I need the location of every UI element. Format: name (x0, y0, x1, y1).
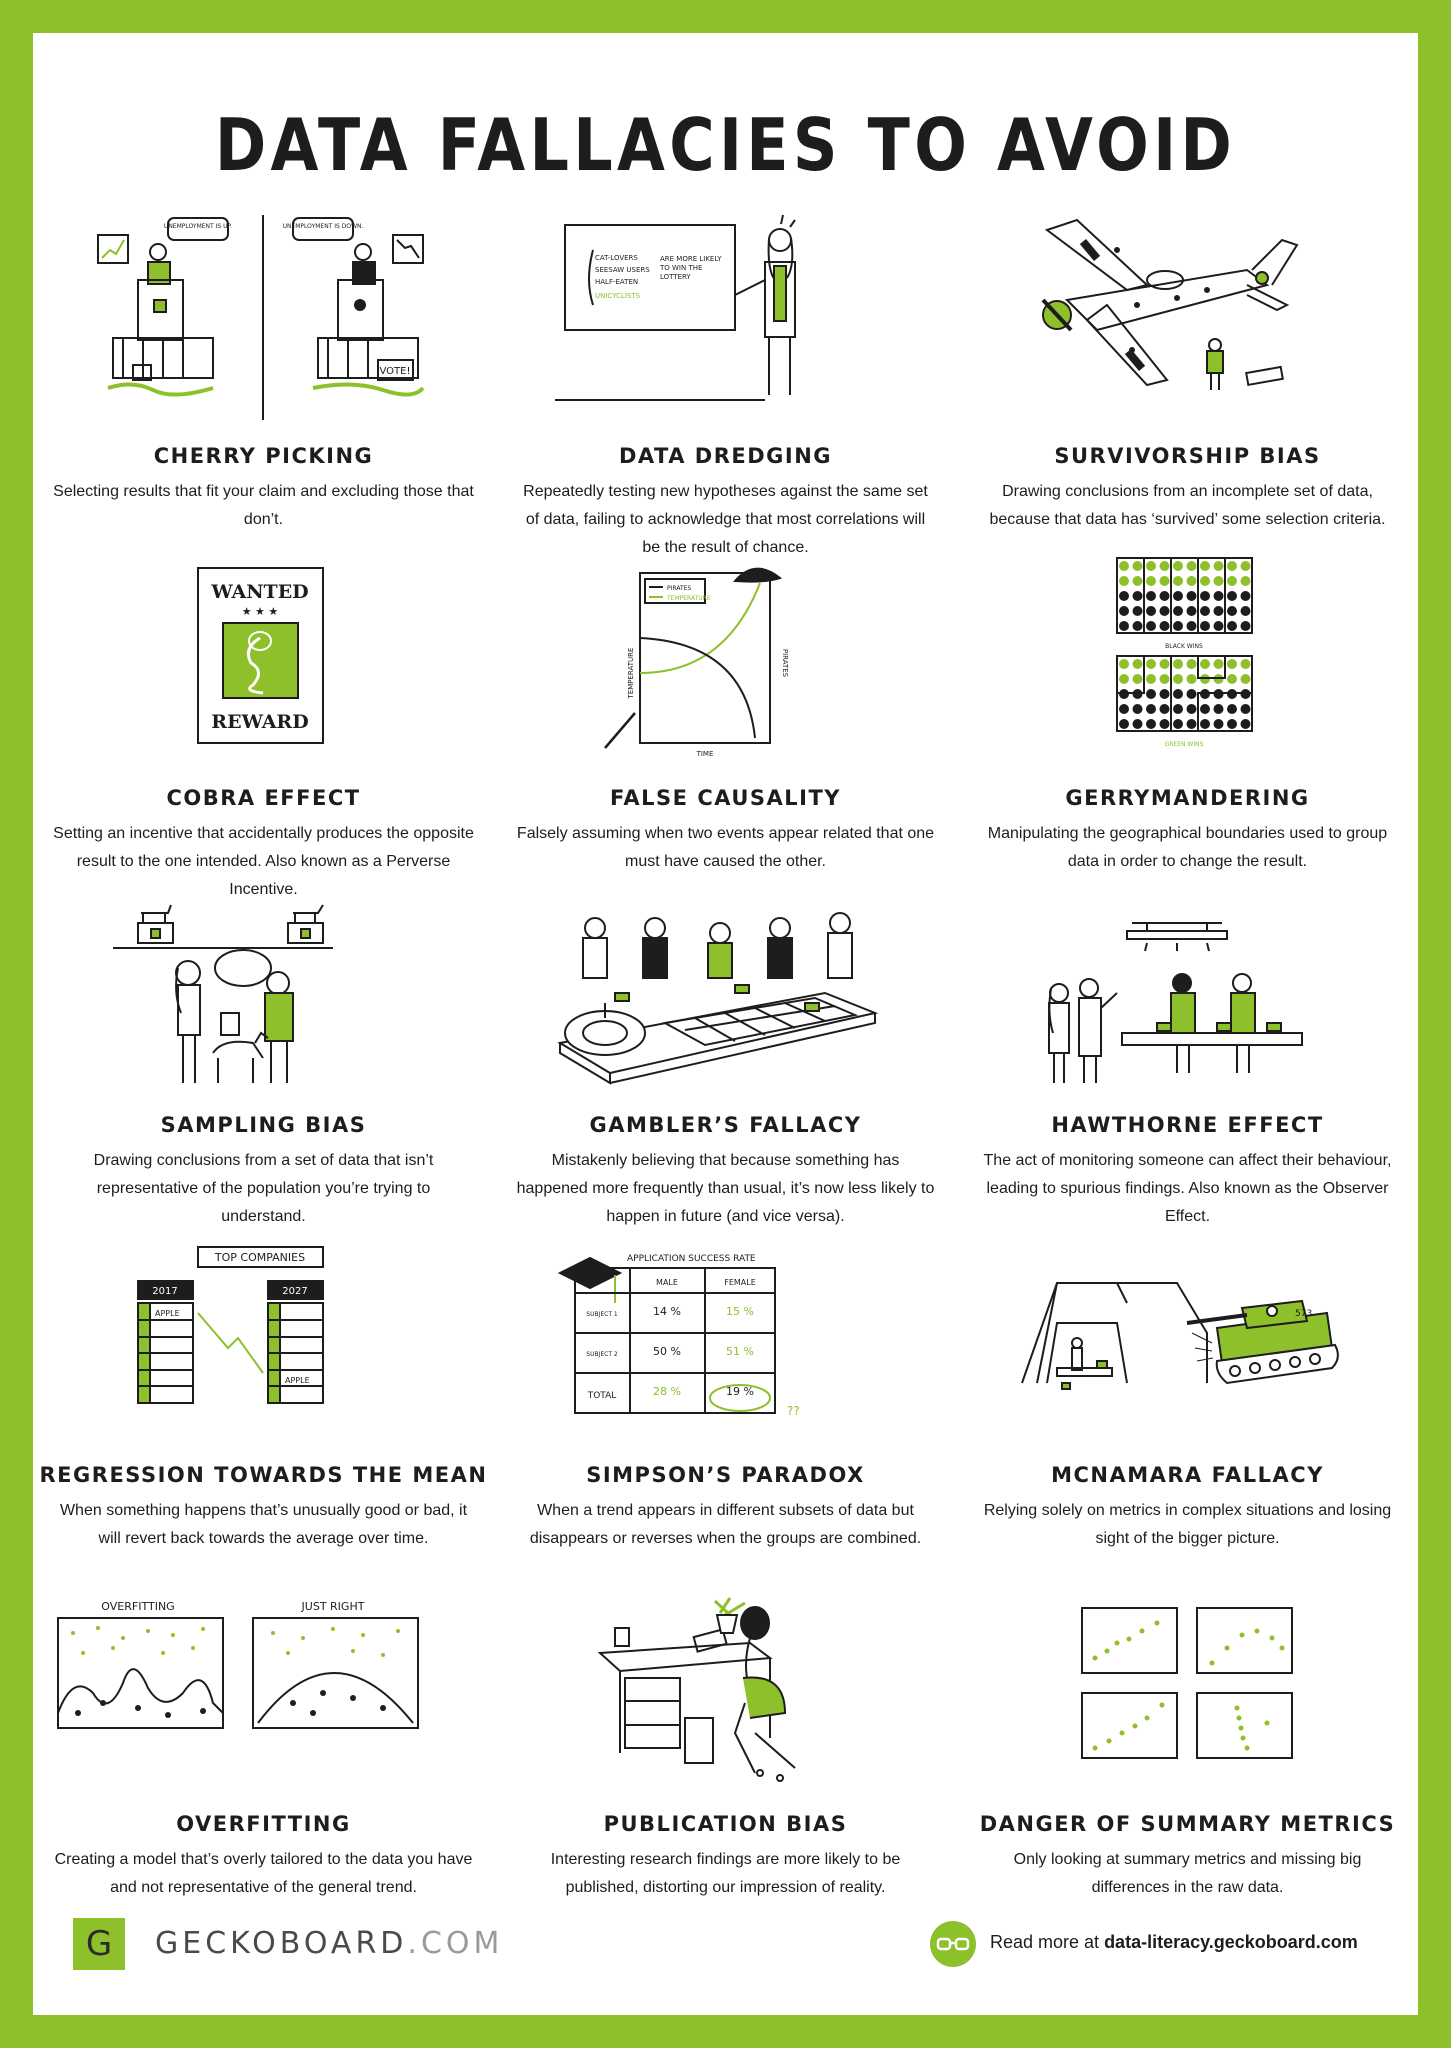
scatter-point (1107, 1739, 1112, 1744)
scientist-whiteboard-icon (555, 210, 895, 425)
voter-dot (1200, 659, 1210, 669)
voter-dot (1214, 621, 1224, 631)
application-success-table-icon (555, 1243, 895, 1443)
voter-dot (1119, 576, 1129, 586)
fallacy-description: Repeatedly testing new hypotheses against the same set of data, failing to acknowledge that most correlations will be the result of chance. (523, 483, 928, 556)
data-point (96, 1626, 100, 1630)
fallacy-description: Falsely assuming when two events appear related that one must have caused the other. (516, 825, 935, 870)
fallacy-card-survivorship-bias (957, 210, 1418, 550)
data-point (381, 1653, 385, 1657)
overfitting-label: OVERFITTING (101, 1600, 175, 1613)
fallacy-card-gamblers-fallacy (495, 893, 956, 1233)
fallacy-title: PUBLICATION BIAS (603, 1812, 848, 1836)
fallacy-description: Only looking at summary metrics and missing big differences in the raw data. (1013, 1851, 1362, 1896)
voter-dot (1119, 621, 1129, 631)
scatter-point (1160, 1703, 1165, 1708)
fallacy-description: Manipulating the geographical boundaries used to group data in order to change the result. (987, 825, 1388, 870)
fallacy-title: REGRESSION TOWARDS THE MEAN (39, 1463, 488, 1487)
voter-dot (1146, 561, 1156, 571)
table-title: APPLICATION SUCCESS RATE (627, 1254, 756, 1264)
cell-male-total: 28 % (653, 1385, 681, 1398)
voter-dot (1133, 719, 1143, 729)
wanted-label: WANTED (211, 581, 309, 603)
tank-number: 573 (1295, 1309, 1313, 1319)
brand-suffix: .COM (407, 1926, 504, 1961)
voter-dot (1119, 719, 1129, 729)
data-point (191, 1646, 195, 1650)
geckoboard-wordmark[interactable] (155, 1926, 503, 1961)
voter-dot (1146, 621, 1156, 631)
data-point (351, 1649, 355, 1653)
voter-dot (1241, 621, 1251, 631)
voter-dot (1227, 576, 1237, 586)
green-wins-label: GREEN WINS (1164, 741, 1204, 748)
data-point (290, 1700, 296, 1706)
voter-dot (1146, 659, 1156, 669)
voter-dot (1227, 606, 1237, 616)
scatter-point (1133, 1724, 1138, 1729)
data-point (396, 1629, 400, 1633)
voter-dot (1187, 704, 1197, 714)
fallacy-description: Mistakenly believing that because something has happened more frequently than usual, it’s now less likely to happen in future (and vice versa). (516, 1152, 935, 1225)
voter-dot (1187, 591, 1197, 601)
board-text-3: HALF-EATEN (595, 278, 639, 286)
apple-2017-label: APPLE (155, 1309, 180, 1318)
voter-dot (1146, 591, 1156, 601)
year-2027-label: 2027 (282, 1286, 308, 1297)
scatter-point (1245, 1746, 1250, 1751)
voter-dot (1214, 606, 1224, 616)
fallacy-card-gerrymandering (957, 553, 1418, 893)
data-point (331, 1627, 335, 1631)
data-point (201, 1627, 205, 1631)
fallacy-card-hawthorne-effect (957, 893, 1418, 1233)
board-text-2: SEESAW USERS (595, 266, 650, 274)
legend-temperature: TEMPERATURE (667, 595, 711, 602)
overfitting-dots (71, 1626, 400, 1718)
voter-dot (1241, 606, 1251, 616)
scatter-point (1210, 1661, 1215, 1666)
reward-label: REWARD (211, 711, 309, 733)
voter-dot (1160, 659, 1170, 669)
voter-dot (1146, 719, 1156, 729)
fallacy-description: Setting an incentive that accidentally produces the opposite result to the one intended. Also known as a Perverse Incentive. (53, 825, 474, 898)
y-axis-label: TEMPERATURE (627, 647, 635, 699)
voter-dot (1241, 576, 1251, 586)
voter-dot (1160, 719, 1170, 729)
data-point (301, 1636, 305, 1640)
voter-dot (1133, 674, 1143, 684)
scatter-point (1093, 1746, 1098, 1751)
voter-dot (1133, 591, 1143, 601)
scatter-dots (1093, 1621, 1285, 1751)
board-text-1: CAT-LOVERS (595, 254, 638, 262)
voter-dot (1133, 576, 1143, 586)
data-point (165, 1712, 171, 1718)
scatter-point (1235, 1706, 1240, 1711)
data-point (350, 1695, 356, 1701)
dot-grid-districts-icon (1017, 553, 1357, 773)
scatter-point (1093, 1656, 1098, 1661)
x-axis-label: TIME (696, 750, 714, 758)
voter-dot (1173, 591, 1183, 601)
voter-dot (1241, 561, 1251, 571)
data-point (100, 1700, 106, 1706)
voter-dot (1187, 674, 1197, 684)
cell-female-2: 51 % (726, 1345, 754, 1358)
col-female: FEMALE (724, 1278, 756, 1287)
voter-dot (1119, 674, 1129, 684)
cell-female-1: 15 % (726, 1305, 754, 1318)
voter-dot (1160, 591, 1170, 601)
read-more-prefix: Read more at (990, 1932, 1105, 1952)
voter-dot (1119, 591, 1129, 601)
voter-dot (1146, 674, 1156, 684)
voter-dot (1133, 561, 1143, 571)
researcher-desk-icon (555, 1593, 895, 1793)
voter-dot (1187, 719, 1197, 729)
voter-dot (1200, 719, 1210, 729)
scatter-point (1255, 1629, 1260, 1634)
voter-dot (1119, 659, 1129, 669)
page-title: DATA FALLACIES TO AVOID (214, 103, 1237, 187)
fallacy-title: GAMBLER’S FALLACY (589, 1113, 862, 1137)
voter-dot (1241, 674, 1251, 684)
cell-female-total: 19 % (726, 1385, 754, 1398)
fallacy-description: Interesting research findings are more likely to be published, distorting our impression of reality. (550, 1851, 901, 1896)
voter-dot (1160, 704, 1170, 714)
scatter-point (1241, 1736, 1246, 1741)
scatter-point (1280, 1646, 1285, 1651)
fallacy-title: SAMPLING BIAS (160, 1113, 367, 1137)
voter-dot (1160, 606, 1170, 616)
voter-dot (1214, 591, 1224, 601)
fallacy-description: Drawing conclusions from a set of data that isn’t representative of the population you’re trying to understand. (93, 1152, 434, 1225)
y2-axis-label: PIRATES (781, 648, 789, 678)
voter-dot (1160, 674, 1170, 684)
voter-dot (1146, 576, 1156, 586)
voter-dot (1227, 719, 1237, 729)
voter-dot (1187, 621, 1197, 631)
scatter-point (1270, 1636, 1275, 1641)
fallacy-description: Selecting results that fit your claim and excluding those that don’t. (53, 483, 474, 528)
voter-dot (1173, 719, 1183, 729)
fallacy-title: FALSE CAUSALITY (609, 786, 842, 810)
apple-2027-label: APPLE (285, 1376, 310, 1385)
data-point (146, 1629, 150, 1633)
voter-dot (1146, 689, 1156, 699)
board-text-5: ARE MORE LIKELY TO WIN THE LOTTERY (660, 255, 722, 281)
fallacy-card-simpsons-paradox (495, 1243, 956, 1583)
scatter-point (1155, 1621, 1160, 1626)
data-point (111, 1646, 115, 1650)
scatter-point (1225, 1646, 1230, 1651)
voter-dot (1227, 704, 1237, 714)
voter-dot (1146, 606, 1156, 616)
voter-dot (1146, 704, 1156, 714)
voter-dot (1119, 606, 1129, 616)
legend-pirates: PIRATES (667, 585, 692, 592)
scatter-point (1105, 1649, 1110, 1654)
voter-dot (1173, 606, 1183, 616)
data-point (161, 1651, 165, 1655)
row-subject-1: SUBJECT 1 (586, 1311, 618, 1318)
voter-dot (1133, 621, 1143, 631)
voter-dot (1173, 561, 1183, 571)
voter-dot (1133, 659, 1143, 669)
voter-dot (1173, 576, 1183, 586)
voter-dot (1214, 719, 1224, 729)
scatter-point (1140, 1629, 1145, 1634)
data-point (71, 1631, 75, 1635)
scatter-point (1115, 1641, 1120, 1646)
voter-dot (1200, 621, 1210, 631)
fallacy-description: Creating a model that’s overly tailored to the data you have and not representative of the general trend. (54, 1851, 473, 1896)
fallacy-card-cobra-effect (33, 553, 494, 898)
voter-dot (1160, 576, 1170, 586)
voter-dot (1119, 704, 1129, 714)
brand-name: GECKOBOARD (155, 1926, 408, 1961)
voter-dot (1241, 704, 1251, 714)
fallacy-title: GERRYMANDERING (1065, 786, 1310, 810)
tank-and-tent-icon (1017, 1243, 1357, 1443)
glasses-icon (930, 1921, 976, 1967)
voter-dot (1133, 704, 1143, 714)
fallacy-card-danger-of-summary-metrics (957, 1593, 1418, 1933)
voter-dot (1173, 704, 1183, 714)
voter-dot (1214, 704, 1224, 714)
board-text-4: UNICYCLISTS (595, 292, 641, 300)
data-point (200, 1708, 206, 1714)
voter-dot (1160, 689, 1170, 699)
voter-dot (1160, 621, 1170, 631)
roulette-table-icon (555, 893, 895, 1093)
voter-dot (1187, 606, 1197, 616)
row-subject-2: SUBJECT 2 (586, 1351, 618, 1358)
scatter-point (1127, 1637, 1132, 1642)
fallacy-description: When a trend appears in different subsets of data but disappears or reverses when the groups are combined. (529, 1502, 922, 1547)
fallacy-card-publication-bias (495, 1593, 956, 1933)
data-point (320, 1690, 326, 1696)
fallacy-title: SIMPSON’S PARADOX (586, 1463, 865, 1487)
wanted-poster-cobra-icon (93, 553, 433, 753)
voter-dot (1200, 704, 1210, 714)
fallacy-title: HAWTHORNE EFFECT (1051, 1113, 1324, 1137)
fallacy-card-regression-towards-the-mean (33, 1243, 494, 1583)
question-marks: ?? (787, 1404, 800, 1418)
data-point (361, 1633, 365, 1637)
overfitting-curves-icon (53, 1593, 473, 1793)
voter-dot (1200, 576, 1210, 586)
data-point (271, 1631, 275, 1635)
scatter-point (1237, 1716, 1242, 1721)
fallacy-title: COBRA EFFECT (166, 786, 361, 810)
voter-dot (1214, 659, 1224, 669)
voter-dot (1200, 606, 1210, 616)
voter-dot (1227, 659, 1237, 669)
fallacy-card-sampling-bias (33, 893, 494, 1233)
fallacy-title: OVERFITTING (176, 1812, 351, 1836)
data-point (171, 1633, 175, 1637)
just-right-label: JUST RIGHT (301, 1600, 365, 1613)
dog-owners-survey-icon (93, 893, 433, 1093)
damaged-plane-icon (1017, 210, 1357, 425)
voter-dot (1187, 659, 1197, 669)
voter-dot (1214, 561, 1224, 571)
fallacy-title: DANGER OF SUMMARY METRICS (979, 1812, 1396, 1836)
voter-dot (1227, 674, 1237, 684)
fallacy-card-mcnamara-fallacy (957, 1243, 1418, 1583)
fallacy-title: CHERRY PICKING (153, 444, 374, 468)
fallacy-description: The act of monitoring someone can affect their behaviour, leading to spurious findings. Also known as the Observer Effect. (983, 1152, 1392, 1225)
voter-dot (1119, 561, 1129, 571)
fallacy-title: SURVIVORSHIP BIAS (1054, 444, 1321, 468)
stars-label: ★ ★ ★ (241, 605, 279, 618)
data-point (286, 1651, 290, 1655)
scatter-point (1240, 1633, 1245, 1638)
voter-dot (1173, 689, 1183, 699)
fallacy-title: DATA DREDGING (618, 444, 833, 468)
read-more-link[interactable]: data-literacy.geckoboard.com (1104, 1932, 1358, 1952)
voter-dot (1173, 621, 1183, 631)
voter-dot (1187, 689, 1197, 699)
scatter-point (1145, 1716, 1150, 1721)
row-total: TOTAL (587, 1391, 617, 1401)
fallacy-card-false-causality (495, 553, 956, 893)
top-companies-ranking-icon (93, 1243, 433, 1443)
black-wins-label: BLACK WINS (1165, 643, 1203, 650)
two-politicians-podiums-icon (93, 210, 433, 425)
data-point (121, 1636, 125, 1640)
fallacy-description: Relying solely on metrics in complex situations and losing sight of the bigger picture. (983, 1502, 1392, 1547)
voter-dot (1200, 591, 1210, 601)
voter-dot (1241, 591, 1251, 601)
data-point (75, 1710, 81, 1716)
data-point (310, 1710, 316, 1716)
voter-dot (1173, 674, 1183, 684)
fallacy-title: MCNAMARA FALLACY (1051, 1463, 1324, 1487)
four-scatterplots-icon (1017, 1593, 1357, 1793)
scatter-point (1239, 1726, 1244, 1731)
speech-label-down: UNEMPLOYMENT IS DOWN. (282, 223, 364, 230)
voter-dot (1173, 659, 1183, 669)
year-2017-label: 2017 (152, 1286, 178, 1297)
voter-dot (1187, 576, 1197, 586)
vote-sign: VOTE! (379, 366, 411, 377)
scatter-point (1265, 1721, 1270, 1726)
data-point (81, 1651, 85, 1655)
cell-male-1: 14 % (653, 1305, 681, 1318)
voter-dot (1187, 561, 1197, 571)
col-male: MALE (656, 1278, 678, 1287)
top-companies-label: TOP COMPANIES (214, 1251, 306, 1264)
fallacy-card-data-dredging (495, 210, 956, 556)
scatter-point (1120, 1731, 1125, 1736)
poster (33, 33, 1418, 2015)
voter-dot (1227, 591, 1237, 601)
observed-workers-icon (1017, 893, 1357, 1093)
voter-dot (1160, 561, 1170, 571)
fallacy-description: When something happens that’s unusually good or bad, it will revert back towards the average over time. (59, 1502, 468, 1547)
voter-dot (1241, 719, 1251, 729)
fallacy-card-overfitting (33, 1593, 494, 1933)
voter-dot (1214, 576, 1224, 586)
voter-dot (1200, 561, 1210, 571)
pirates-temperature-chart-icon (555, 553, 895, 763)
fallacy-card-cherry-picking (33, 210, 494, 550)
cell-male-2: 50 % (653, 1345, 681, 1358)
voter-dot (1227, 621, 1237, 631)
data-point (380, 1705, 386, 1711)
read-more-text (990, 1932, 1358, 1953)
voter-dot (1241, 659, 1251, 669)
fallacy-description: Drawing conclusions from an incomplete set of data, because that data has ‘survived’ some selection criteria. (989, 483, 1386, 528)
data-point (135, 1705, 141, 1711)
geckoboard-logo[interactable]: G (73, 1918, 125, 1970)
voter-dot (1133, 606, 1143, 616)
top-dot-grid (1119, 561, 1251, 631)
speech-label-up: UNEMPLOYMENT IS UP. (163, 223, 233, 230)
voter-dot (1227, 561, 1237, 571)
